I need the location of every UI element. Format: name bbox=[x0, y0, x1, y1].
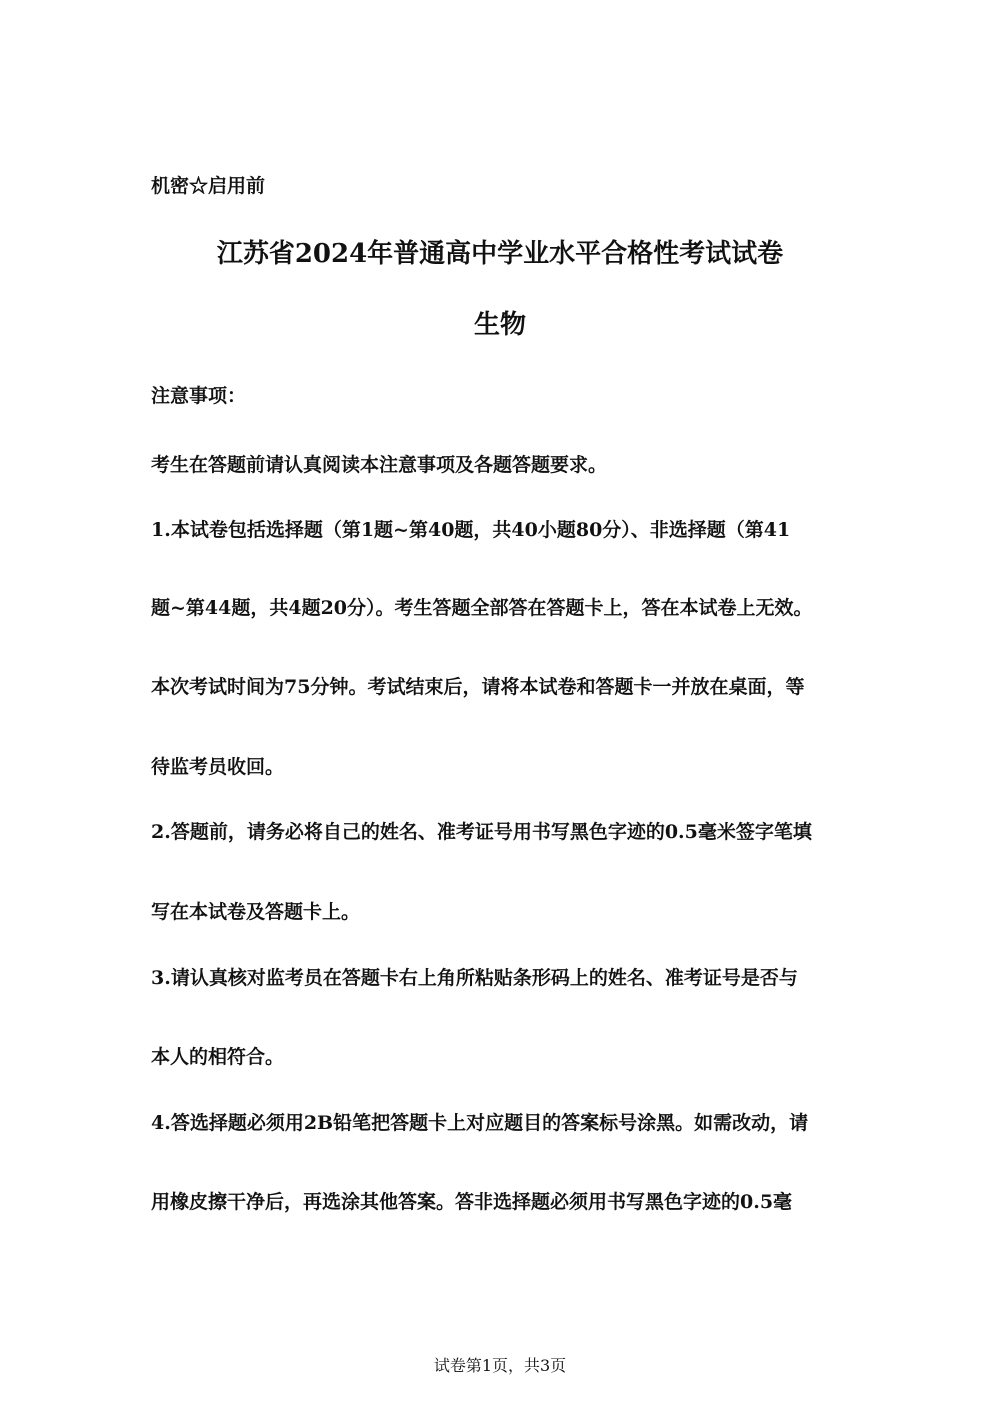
notice-intro: 考生在答题前请认真阅读本注意事项及各题答题要求。 bbox=[151, 454, 608, 476]
notice-line: 2.答题前，请务必将自己的姓名、准考证号用书写黑色字迹的0.5毫米签字笔填 bbox=[151, 821, 812, 843]
notice-line: 本次考试时间为75分钟。考试结束后，请将本试卷和答题卡一并放在桌面，等 bbox=[151, 676, 805, 698]
notice-line: 用橡皮擦干净后，再选涂其他答案。答非选择题必须用书写黑色字迹的0.5毫 bbox=[151, 1191, 793, 1213]
notice-line: 1.本试卷包括选择题（第1题~第40题，共40小题80分）、非选择题（第41 bbox=[151, 519, 791, 541]
notice-line: 待监考员收回。 bbox=[151, 756, 285, 778]
notice-line: 题~第44题，共4题20分）。考生答题全部答在答题卡上，答在本试卷上无效。 bbox=[151, 597, 813, 619]
notice-line: 本人的相符合。 bbox=[151, 1046, 285, 1068]
notice-heading: 注意事项： bbox=[151, 385, 247, 407]
notice-line: 3.请认真核对监考员在答题卡右上角所粘贴条形码上的姓名、准考证号是否与 bbox=[151, 967, 798, 989]
subject-title: 生物 bbox=[473, 310, 526, 340]
page-footer: 试卷第1页，共3页 bbox=[433, 1356, 567, 1375]
notice-line: 写在本试卷及答题卡上。 bbox=[151, 901, 361, 923]
notice-line: 4.答选择题必须用2B铅笔把答题卡上对应题目的答案标号涂黑。如需改动，请 bbox=[151, 1112, 809, 1134]
exam-title: 江苏省2024年普通高中学业水平合格性考试试卷 bbox=[216, 239, 784, 269]
confidential-mark: 机密☆启用前 bbox=[151, 175, 266, 197]
